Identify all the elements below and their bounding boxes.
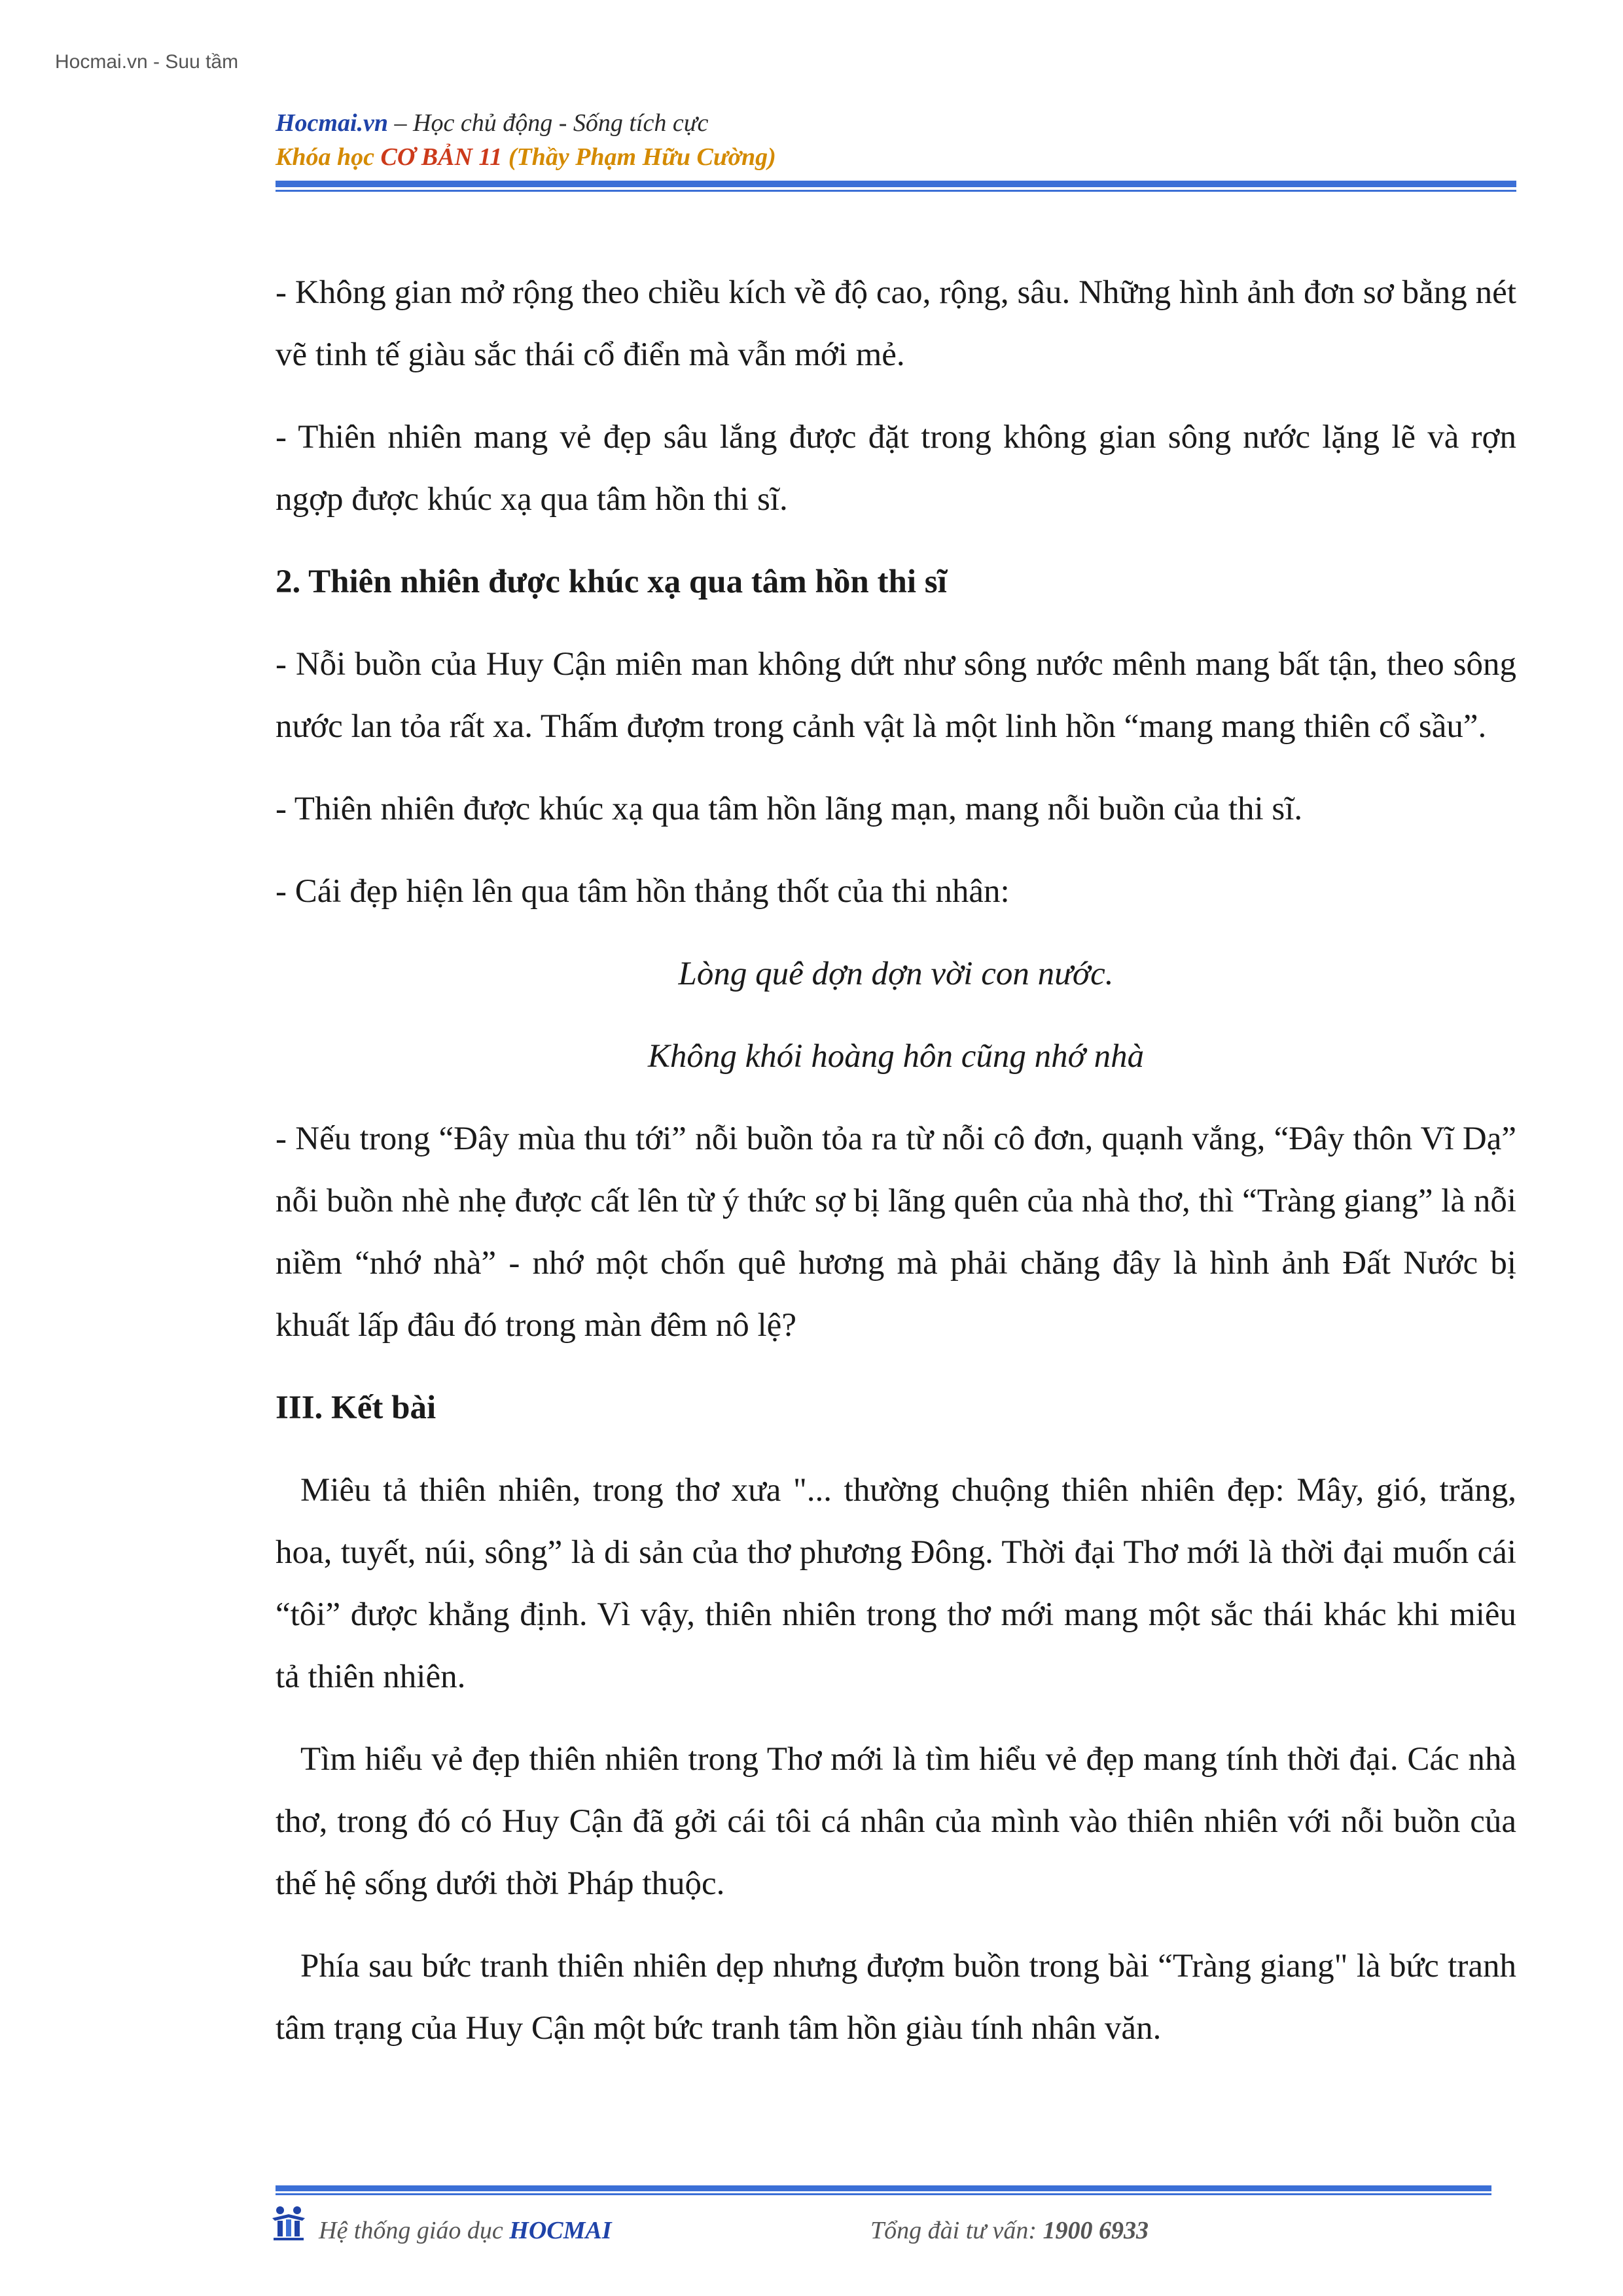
hocmai-logo-icon [270,2204,308,2243]
header-rule-thin [276,190,1516,192]
header-slogan: – Học chủ động - Sống tích cực [388,109,709,137]
document-body [276,262,1516,2080]
footer-rule [276,2185,1491,2191]
header-line-2 [276,143,776,171]
header-rule [276,181,1516,187]
paragraph-beauty: - Thiên nhiên mang vẻ đẹp sâu lắng được đặt trong không gian sông nước lặng lẽ và rợn ngợp được khúc xạ qua tâm hồn thi sĩ. [276,419,1516,518]
section-heading-conclusion: III. Kết bài [276,1390,437,1426]
paragraph-conclusion-2: Tìm hiểu vẻ đẹp thiên nhiên trong Thơ mới là tìm hiểu vẻ đẹp mang tính thời đại. Các nhà thơ, trong đó có Huy Cận đã gởi cái tôi cá nhân của mình vào thiên nhiên với nỗi buồn của thế hệ sống dưới thời Pháp thuộc. [276,1741,1516,1902]
source-watermark: Hocmai.vn - Suu tầm [55,51,239,73]
paragraph-conclusion-3: Phía sau bức tranh thiên nhiên dẹp nhưng đượm buồn trong bài “Tràng giang" là bức tranh tâm trạng của Huy Cận một bức tranh tâm hồn giàu tính nhân văn. [276,1948,1516,2047]
footer-system [319,2216,612,2245]
footer-hotline-label: Tổng đài tư vấn: [870,2217,1043,2244]
section-heading-2: 2. Thiên nhiên được khúc xạ qua tâm hồn thi sĩ [276,564,947,600]
header-teacher: (Thầy Phạm Hữu Cường) [502,143,776,171]
verse-line-2: Không khói hoàng hôn cũng nhớ nhà [647,1038,1145,1075]
header-brand: Hocmai.vn [276,109,389,137]
paragraph-beauty-soul: - Cái đẹp hiện lên qua tâm hồn thảng thốt của thi nhân: [276,873,1010,910]
header-course-prefix: Khóa học [276,143,381,171]
paragraph-comparison: - Nếu trong “Đây mùa thu tới” nỗi buồn tỏa ra từ nỗi cô đơn, quạnh vắng, “Đây thôn Vĩ Dạ” nỗi buồn nhè nhẹ được cất lên từ ý thức sợ bị lãng quên của nhà thơ, thì “Tràng giang” là nỗi niềm “nhớ nhà” - nhớ một chốn quê hương mà phải chăng đây là hình ảnh Đất Nước bị khuất lấp đâu đó trong màn đêm nô lệ? [276,1121,1516,1344]
verse-line-1: Lòng quê dợn dợn vời con nước. [678,956,1114,992]
footer-system-label: Hệ thống giáo dục [319,2217,510,2244]
paragraph-conclusion-1: Miêu tả thiên nhiên, trong thơ xưa "... thường chuộng thiên nhiên đẹp: Mây, gió, trăng, hoa, tuyết, núi, sông” là di sản của thơ phương Đông. Thời đại Thơ mới là thời đại muốn cái “tôi” được khẳng định. Vì vậy, thiên nhiên trong thơ mới mang một sắc thái khác khi miêu tả thiên nhiên. [276,1472,1516,1695]
footer-hotline-number: 1900 6933 [1043,2217,1149,2244]
paragraph-romantic: - Thiên nhiên được khúc xạ qua tâm hồn lãng mạn, mang nỗi buồn của thi sĩ. [276,791,1303,827]
footer-hotline [870,2216,1149,2245]
header-line-1 [276,109,708,137]
paragraph-sadness: - Nỗi buồn của Huy Cận miên man không dứt như sông nước mênh mang bất tận, theo sông nước lan tỏa rất xa. Thấm đượm trong cảnh vật là một linh hồn “mang mang thiên cổ sầu”. [276,646,1516,745]
footer-brand: HOCMAI [509,2217,612,2244]
paragraph-space: - Không gian mở rộng theo chiều kích về độ cao, rộng, sâu. Những hình ảnh đơn sơ bằng nét vẽ tinh tế giàu sắc thái cổ điển mà vẫn mới mẻ. [276,274,1516,373]
header-course-name: CƠ BẢN 11 [380,143,503,171]
footer-rule-thin [276,2193,1491,2195]
